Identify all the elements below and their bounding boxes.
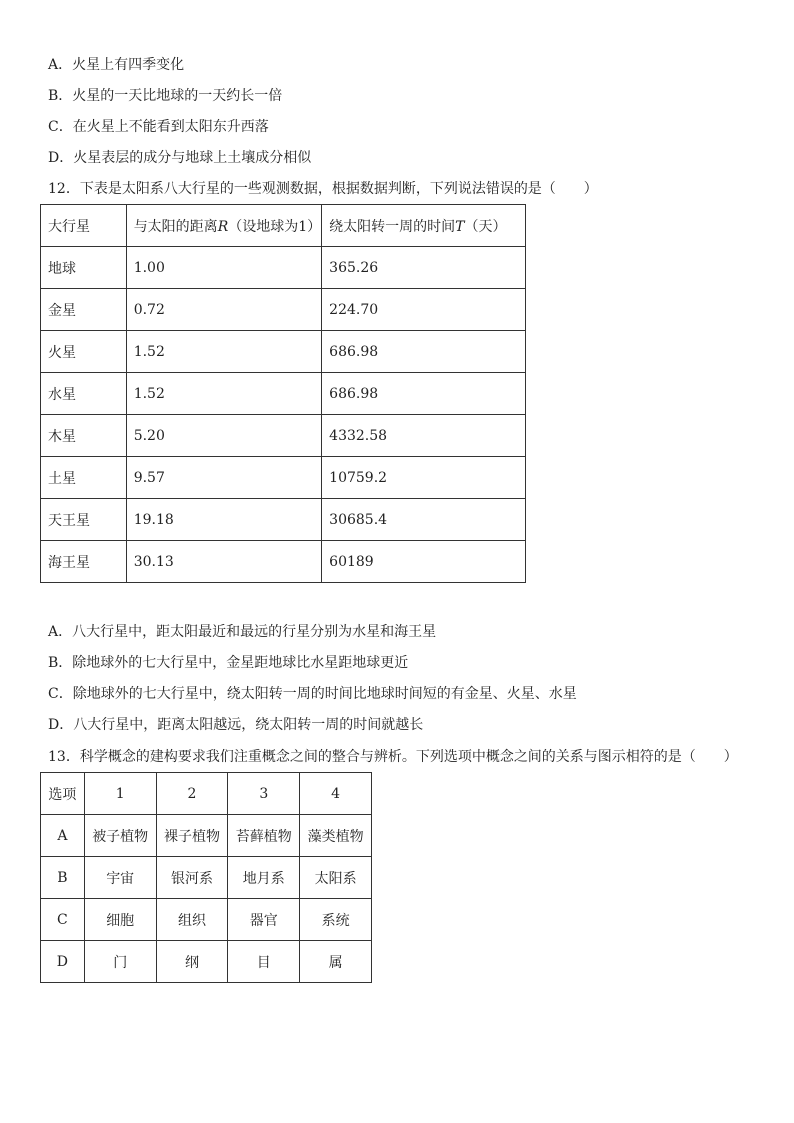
planet-period: 365.26 bbox=[322, 247, 526, 289]
concept-cell: 系统 bbox=[300, 899, 372, 941]
concept-cell: 属 bbox=[300, 941, 372, 983]
planet-period: 224.70 bbox=[322, 289, 526, 331]
planet-period: 60189 bbox=[322, 541, 526, 583]
concept-cell: 被子植物 bbox=[84, 815, 156, 857]
q12-option-b: B．除地球外的七大行星中，金星距地球比水星距地球更近 bbox=[48, 655, 409, 671]
planet-distance: 1.00 bbox=[126, 247, 321, 289]
header-concept-3: 3 bbox=[228, 773, 300, 815]
concept-cell: 苔藓植物 bbox=[228, 815, 300, 857]
planet-period: 686.98 bbox=[322, 331, 526, 373]
planet-period: 686.98 bbox=[322, 373, 526, 415]
concept-cell: 器官 bbox=[228, 899, 300, 941]
planet-name: 土星 bbox=[41, 457, 127, 499]
planet-distance: 1.52 bbox=[126, 373, 321, 415]
planet-name: 木星 bbox=[41, 415, 127, 457]
concept-cell: 组织 bbox=[156, 899, 228, 941]
planet-name: 海王星 bbox=[41, 541, 127, 583]
table-header-row bbox=[41, 205, 526, 247]
concept-cell: 门 bbox=[84, 941, 156, 983]
q13-stem: 13．科学概念的建构要求我们注重概念之间的整合与辨析。下列选项中概念之间的关系与图示相符的是（ ） bbox=[48, 749, 738, 765]
option-letter: C bbox=[41, 899, 85, 941]
header-concept-1: 1 bbox=[84, 773, 156, 815]
header-planet: 大行星 bbox=[41, 205, 127, 247]
q11-option-d: D．火星表层的成分与地球上土壤成分相似 bbox=[48, 150, 312, 166]
concept-cell: 宇宙 bbox=[84, 857, 156, 899]
table-row bbox=[41, 247, 526, 289]
q12-stem: 12．下表是太阳系八大行星的一些观测数据，根据数据判断，下列说法错误的是（ ） bbox=[48, 181, 598, 197]
table-row bbox=[41, 457, 526, 499]
concept-cell: 太阳系 bbox=[300, 857, 372, 899]
header-period: 绕太阳转一周的时间T（天） bbox=[322, 205, 526, 247]
table-row bbox=[41, 415, 526, 457]
planet-name: 火星 bbox=[41, 331, 127, 373]
table-row bbox=[41, 857, 372, 899]
planet-distance: 9.57 bbox=[126, 457, 321, 499]
planet-period: 10759.2 bbox=[322, 457, 526, 499]
planet-name: 金星 bbox=[41, 289, 127, 331]
planet-distance: 0.72 bbox=[126, 289, 321, 331]
table-row bbox=[41, 331, 526, 373]
q11-option-a: A．火星上有四季变化 bbox=[48, 57, 185, 73]
concept-cell: 藻类植物 bbox=[300, 815, 372, 857]
header-distance: 与太阳的距离R（设地球为1） bbox=[126, 205, 321, 247]
planet-name: 天王星 bbox=[41, 499, 127, 541]
concept-cell: 裸子植物 bbox=[156, 815, 228, 857]
planet-distance: 5.20 bbox=[126, 415, 321, 457]
concept-table bbox=[40, 772, 372, 983]
concept-cell: 细胞 bbox=[84, 899, 156, 941]
option-letter: A bbox=[41, 815, 85, 857]
table-header-row bbox=[41, 773, 372, 815]
planet-period: 30685.4 bbox=[322, 499, 526, 541]
table-row bbox=[41, 289, 526, 331]
header-concept-2: 2 bbox=[156, 773, 228, 815]
table-row bbox=[41, 373, 526, 415]
planet-distance: 19.18 bbox=[126, 499, 321, 541]
header-option: 选项 bbox=[41, 773, 85, 815]
concept-cell: 地月系 bbox=[228, 857, 300, 899]
table-row bbox=[41, 541, 526, 583]
table-row bbox=[41, 941, 372, 983]
q12-option-c: C．除地球外的七大行星中，绕太阳转一周的时间比地球时间短的有金星、火星、水星 bbox=[48, 686, 577, 702]
q12-option-a: A．八大行星中，距太阳最近和最远的行星分别为水星和海王星 bbox=[48, 624, 437, 640]
q12-option-d: D．八大行星中，距离太阳越远，绕太阳转一周的时间就越长 bbox=[48, 717, 424, 733]
table-row bbox=[41, 899, 372, 941]
planet-name: 地球 bbox=[41, 247, 127, 289]
planet-data-table bbox=[40, 204, 526, 583]
header-concept-4: 4 bbox=[300, 773, 372, 815]
planet-name: 水星 bbox=[41, 373, 127, 415]
option-letter: D bbox=[41, 941, 85, 983]
option-letter: B bbox=[41, 857, 85, 899]
q11-option-c: C．在火星上不能看到太阳东升西落 bbox=[48, 119, 269, 135]
planet-distance: 30.13 bbox=[126, 541, 321, 583]
planet-distance: 1.52 bbox=[126, 331, 321, 373]
table-row bbox=[41, 815, 372, 857]
concept-cell: 银河系 bbox=[156, 857, 228, 899]
table-row bbox=[41, 499, 526, 541]
concept-cell: 目 bbox=[228, 941, 300, 983]
q11-option-b: B．火星的一天比地球的一天约长一倍 bbox=[48, 88, 283, 104]
planet-period: 4332.58 bbox=[322, 415, 526, 457]
concept-cell: 纲 bbox=[156, 941, 228, 983]
